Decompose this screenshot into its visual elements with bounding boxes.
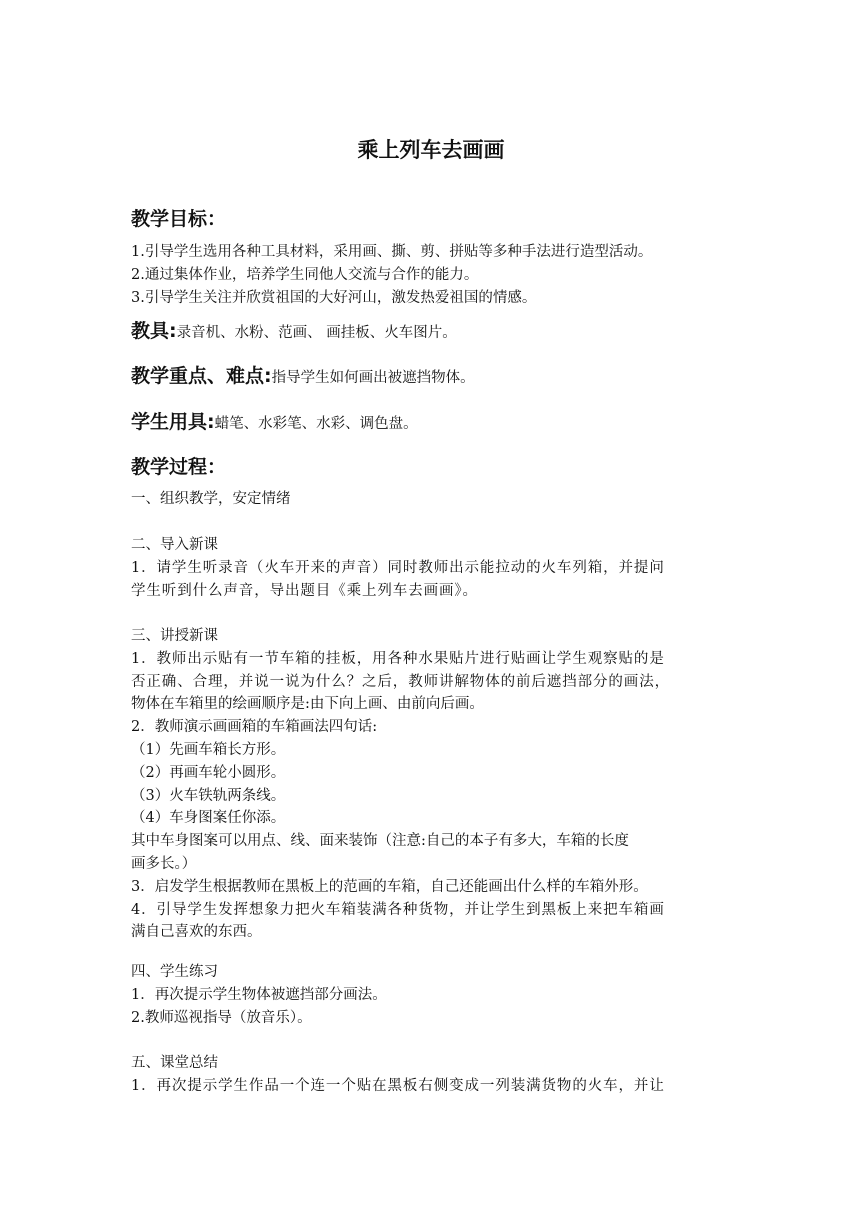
student-tools-label: 学生用具: (131, 411, 215, 433)
objectives-list (131, 241, 731, 309)
step-line: （3）火车铁轨两条线。 (131, 787, 286, 804)
process-step-2 (131, 534, 731, 602)
step-line: （4）车身图案任你添。 (131, 810, 286, 827)
objective-item: 2.通过集体作业，培养学生同他人交流与合作的能力。 (131, 266, 479, 283)
tools-text: 录音机、水粉、范画、 画挂板、火车图片。 (176, 325, 457, 341)
step-title: 二、导入新课 (131, 537, 218, 553)
objectives-heading: 教学目标： (131, 208, 227, 230)
student-tools-text: 蜡笔、水彩笔、水彩、调色盘。 (214, 416, 418, 432)
step-title: 三、讲授新课 (131, 628, 218, 644)
tools-section (131, 318, 731, 346)
step-line: （1）先画车箱长方形。 (131, 741, 286, 758)
step-line: 画多长。） (131, 855, 197, 872)
step-line: 学生听到什么声音，导出题目《乘上列车去画画》。 (131, 582, 478, 599)
step-line: 3．启发学生根据教师在黑板上的范画的车箱，自己还能画出什么样的车箱外形。 (131, 878, 648, 895)
process-section (131, 454, 731, 480)
step-line: 否正确、合理，并说一说为什么？之后，教师讲解物体的前后遮挡部分的画法， (131, 673, 670, 690)
process-step-1 (131, 488, 731, 511)
step-line: 其中车身图案可以用点、线、面来装饰（注意:自己的本子有多大，车箱的长度 (131, 833, 629, 850)
process-heading: 教学过程： (131, 456, 227, 478)
step-line: 物体在车箱里的绘画顺序是:由下向上画、由前向后画。 (131, 696, 484, 713)
objectives-section (131, 206, 731, 232)
step-line: 4．引导学生发挥想象力把火车箱装满各种货物，并让学生到黑板上来把车箱画 (131, 901, 665, 918)
step-line: 1．请学生听录音（火车开来的声音）同时教师出示能拉动的火车列箱，并提问 (131, 559, 665, 576)
step-line: 满自己喜欢的东西。 (131, 924, 262, 941)
step-title: 一、组织教学，安定情绪 (131, 491, 291, 507)
key-points-section (131, 363, 731, 391)
objective-item: 1.引导学生选用各种工具材料，采用画、撕、剪、拼贴等多种手法进行造型活动。 (131, 244, 653, 260)
process-step-5 (131, 1052, 731, 1098)
process-step-4 (131, 961, 731, 1029)
objective-item: 3.引导学生关注并欣赏祖国的大好河山，激发热爱祖国的情感。 (131, 289, 537, 306)
step-line: 1．再次提示学生物体被遮挡部分画法。 (131, 986, 387, 1003)
step-line: 1．教师出示贴有一节车箱的挂板，用各种水果贴片进行贴画让学生观察贴的是 (131, 650, 665, 667)
step-line: （2）再画车轮小圆形。 (131, 764, 286, 781)
step-line: 1．再次提示学生作品一个连一个贴在黑板右侧变成一列装满货物的火车，并让 (131, 1077, 665, 1094)
step-title: 四、学生练习 (131, 964, 218, 980)
key-points-label: 教学重点、难点: (131, 365, 272, 387)
process-step-3 (131, 625, 731, 944)
tools-label: 教具: (131, 320, 177, 342)
student-tools-section (131, 409, 731, 437)
step-line: 2．教师演示画画箱的车箱画法四句话: (131, 719, 378, 736)
step-line: 2.教师巡视指导（放音乐）。 (131, 1009, 312, 1026)
key-points-text: 指导学生如何画出被遮挡物体。 (271, 370, 475, 386)
document-title: 乘上列车去画画 (357, 138, 505, 162)
step-title: 五、课堂总结 (131, 1055, 218, 1071)
